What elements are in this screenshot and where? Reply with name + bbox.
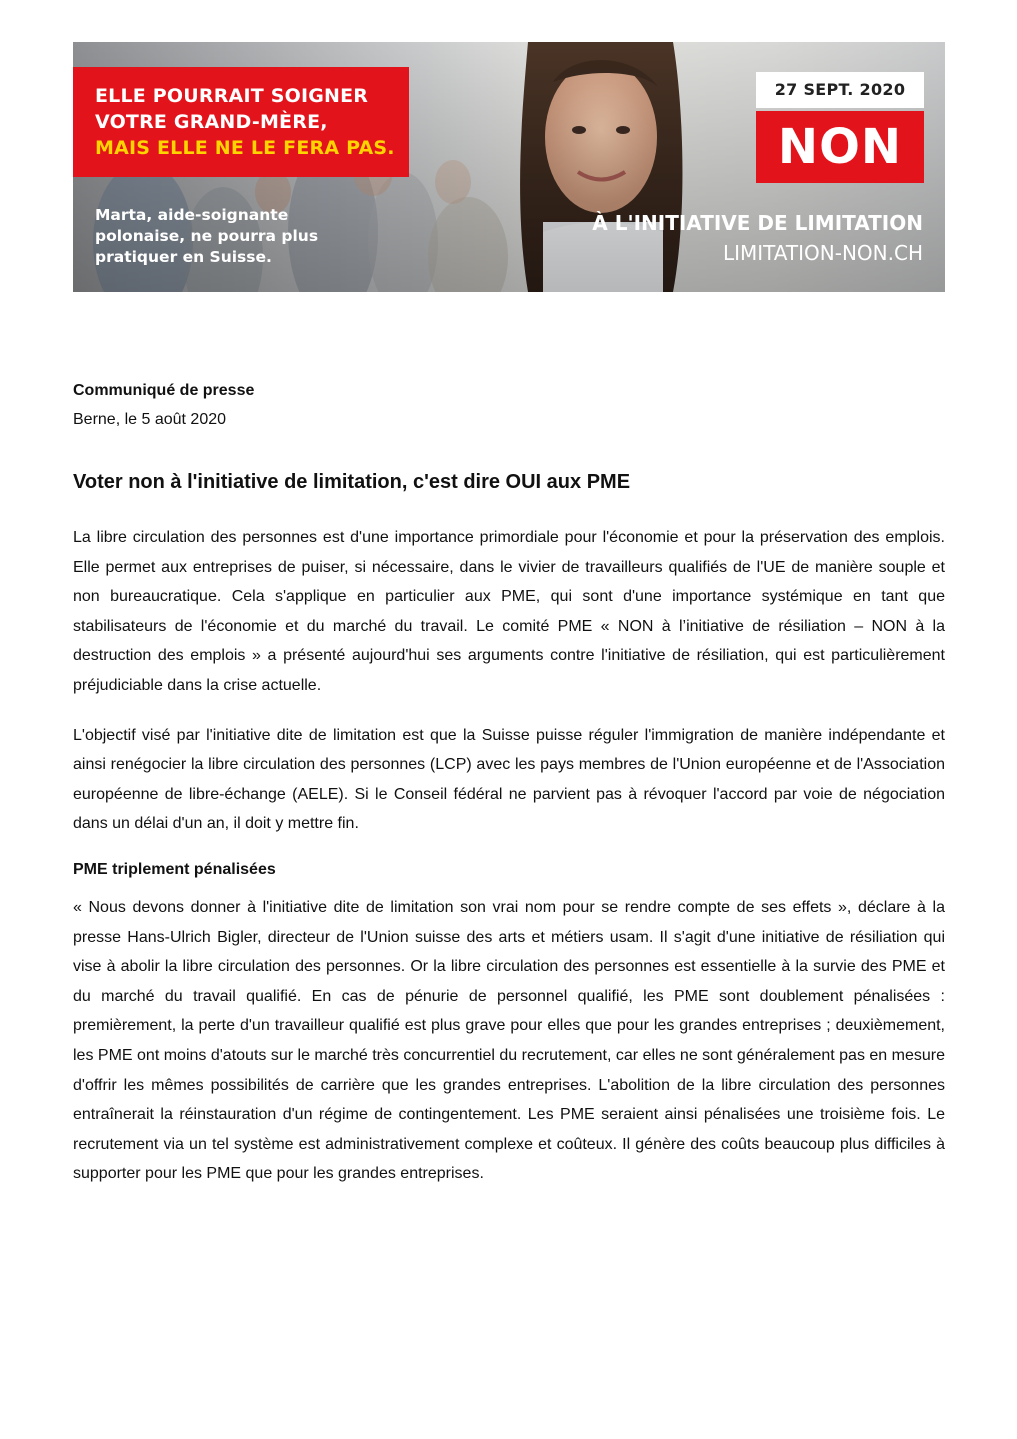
- headline-line-1: ELLE POURRAIT SOIGNER: [95, 85, 369, 107]
- initiative-label: À L'INITIATIVE DE LIMITATION: [592, 211, 923, 235]
- headline-line-3: MAIS ELLE NE LE FERA PAS.: [95, 137, 395, 159]
- place-date: Berne, le 5 août 2020: [73, 411, 227, 428]
- paragraph-2: L'objectif visé par l'initiative dite de limitation est que la Suisse puisse réguler l'immigration de manière indépendante et ainsi renégocier la libre circulation des personnes (LCP) avec les pays membres de l'Union européenne et de l'Association européenne de libre-échange (AELE). Si le Conseil fédéral ne parvient pas à révoquer l'accord par voie de négociation dans un délai d'un an, il doit y mettre fin.: [73, 726, 945, 833]
- caption-line-3: pratiquer en Suisse.: [95, 248, 272, 266]
- paragraph-3: « Nous devons donner à l'initiative dite de limitation son vrai nom pour se rendre compte de ses effets », déclare à la presse Hans-Ulrich Bigler, directeur de l'Union suisse des arts et métiers usam. Il s'agit d'une initiative de résiliation qui vise à abolir la libre circulation des personnes. Or la libre circulation des personnes est essentielle à la survie des PME et du marché du travail qualifié. En cas de pénurie de personnel qualifié, les PME sont doublement pénalisées : premièrement, la perte d'un travailleur qualifié est plus grave pour elles que pour les grandes entreprises ; deuxièmement, les PME ont moins d'atouts sur le marché très concurrentiel du recrutement, car elles ne sont généralement pas en mesure d'offrir les mêmes possibilités de carrière que les grandes entreprises. L'abolition de la libre circulation des personnes entraînerait la réinstauration d'un régime de contingentement. Les PME seraient ainsi pénalisées une troisième fois. Le recrutement via un tel système est administrativement complexe et coûteux. Il génère des coûts beaucoup plus difficiles à supporter pour les PME que pour les grandes entreprises.: [73, 898, 945, 1183]
- campaign-website: LIMITATION-NON.CH: [722, 241, 923, 265]
- subheading: PME triplement pénalisées: [73, 860, 276, 878]
- paragraph-1: La libre circulation des personnes est d'une importance primordiale pour l'économie et pour la préservation des emplois. Elle permet aux entreprises de puiser, si nécessaire, dans le vivier de travailleurs qualifiés de l'UE de manière souple et non bureaucratique. Cela s'applique en particulier aux PME, qui sont d'une importance systémique en tant que stabilisateurs de l'économie et du marché du travail. Le comité PME « NON à l’initiative de résiliation – NON à la destruction des emplois » a présenté aujourd'hui ses arguments contre l'initiative de résiliation, qui est particulièrement préjudiciable dans la crise actuelle.: [73, 529, 945, 694]
- banner-caption: [95, 205, 355, 268]
- caption-line-1: Marta, aide-soignante: [95, 206, 289, 224]
- page-title: Voter non à l'initiative de limitation, c'est dire OUI aux PME: [73, 471, 631, 493]
- headline-box: [73, 67, 409, 177]
- vote-non-badge: NON: [756, 111, 924, 183]
- caption-line-2: polonaise, ne pourra plus: [95, 227, 319, 245]
- campaign-banner: [73, 42, 945, 292]
- headline-line-2: VOTRE GRAND-MÈRE,: [95, 111, 328, 133]
- vote-date: 27 SEPT. 2020: [756, 72, 924, 108]
- press-release: [73, 380, 945, 1189]
- press-release-label: Communiqué de presse: [73, 382, 255, 399]
